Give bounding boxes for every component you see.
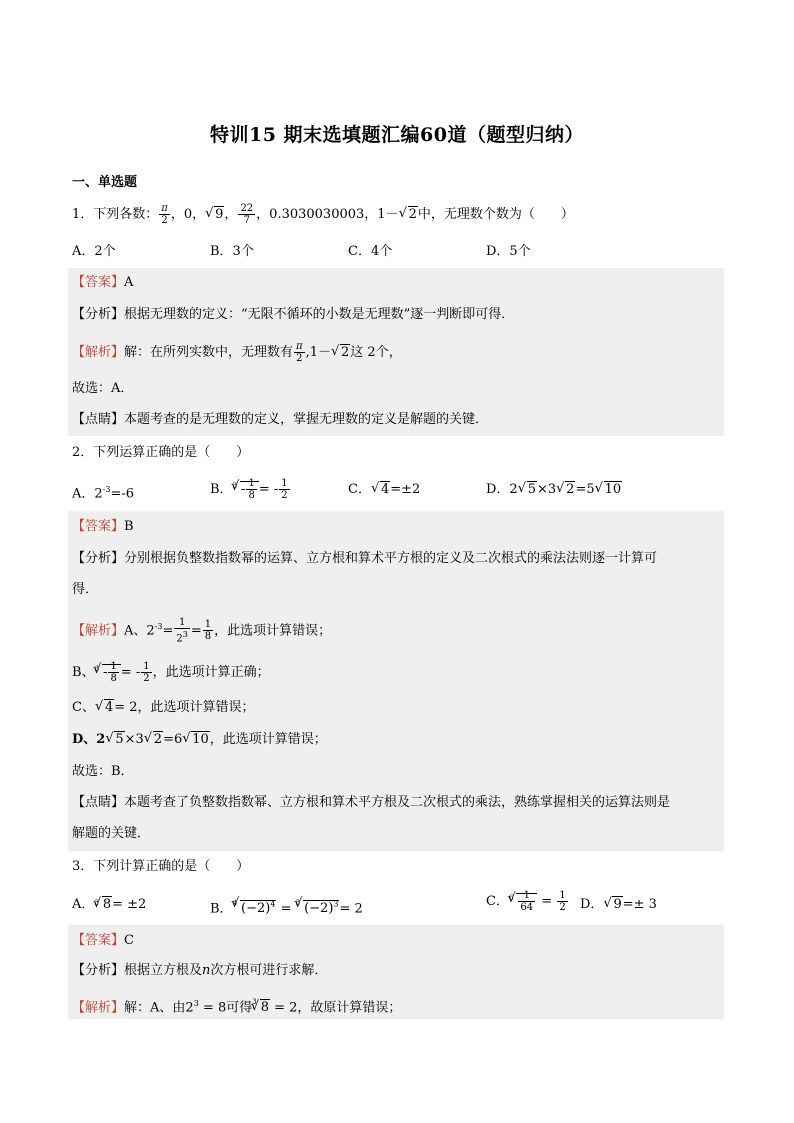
q3-option-b: B．$^4$√ $(-2)^4 = ^3√$ $(-2)^3= 2$ xyxy=(210,895,363,919)
q1-analysis: 【分析】根据无理数的定义：“无限不循环的小数是无理数”逐一判断即可得． xyxy=(72,307,515,322)
q3-option-c: C．$^6$ √ $\frac{1}{64}$ = $\frac{1}{2}$ xyxy=(486,890,569,913)
q2-option-d: D．2√ 5×3√ 2=5√ 10 xyxy=(486,480,622,500)
q3-option-a: A．$^3$√ 8= ±2 xyxy=(72,895,146,915)
q2-option-b: B．$^3$√ - $\frac{1}{8}$ = - $\frac{1}{2}$ xyxy=(210,478,291,501)
q1-option-c: C．4个 xyxy=(348,244,393,259)
section-heading: 一、单选题 xyxy=(72,175,138,190)
q1-conclusion: 故选：A． xyxy=(72,381,134,396)
q2-solution-b: B、$^3$√ - $\frac{1}{8}$ = - $\frac{1}{2}$ ，此选项计算正确； xyxy=(72,661,270,684)
q3-option-d: D．√ 9=± 3 xyxy=(580,895,657,915)
q2-option-c: C．√ 4=±2 xyxy=(348,480,420,500)
q1-option-b: B．3个 xyxy=(210,244,254,259)
q3-analysis: 【分析】根据立方根及n次方根可进行求解． xyxy=(72,963,328,978)
question-2-stem: 2．下列运算正确的是（ ） xyxy=(72,445,250,460)
question-1-stem: 1．下列各数： $\frac{\pi}{2}$ ，0，√ 9， $\frac{22}{7}$ ，0.3030030003，1－√ 2中，无理数个数为（ ） xyxy=(72,203,574,226)
q3-solution: 【解析】解：A、由$2^3 = 8$可得$^3$√ 8 = 2，故原计算错误； xyxy=(72,994,401,1018)
question-3-stem: 3．下列计算正确的是（ ） xyxy=(72,859,250,874)
q2-analysis-2: 得． xyxy=(72,582,99,597)
q1-answer: 【答案】A xyxy=(72,275,134,290)
q2-solution-a: 【解析】A、$2^{-3}=$ $\frac{1}{2^3}$ = $\frac{1}{8}$ ，此选项计算错误； xyxy=(72,617,332,645)
q2-comment-2: 解题的关键． xyxy=(72,826,151,841)
page-title: 特训15 期末选填题汇编60道（题型归纳） xyxy=(210,124,584,146)
q2-comment-1: 【点睛】本题考查了负整数指数幂、立方根和算术平方根及二次根式的乘法，熟练掌握相关的运算法则是 xyxy=(72,795,671,810)
q2-answer: 【答案】B xyxy=(72,519,134,534)
q1-solution: 【解析】解：在所列实数中，无理数有 $\frac{\pi}{2}$ ,1－√ 2这 2个， xyxy=(72,341,402,364)
q1-option-a: A．2个 xyxy=(72,244,116,259)
q2-solution-d: D、2√ 5×3√ 2=6√ 10，此选项计算错误； xyxy=(72,730,327,750)
q3-answer: 【答案】C xyxy=(72,933,134,948)
q2-analysis-1: 【分析】分别根据负整数指数幂的运算、立方根和算术平方根的定义及二次根式的乘法法则逐一计算可 xyxy=(72,551,658,566)
q2-option-a: A．$2^{-3}=-6$ xyxy=(72,485,135,502)
q1-option-d: D．5个 xyxy=(486,244,531,259)
q2-conclusion: 故选：B． xyxy=(72,764,134,779)
q1-comment: 【点睛】本题考查的是无理数的定义，掌握无理数的定义是解题的关键． xyxy=(72,412,489,427)
q2-solution-c: C、√ 4= 2，此选项计算错误； xyxy=(72,698,255,718)
